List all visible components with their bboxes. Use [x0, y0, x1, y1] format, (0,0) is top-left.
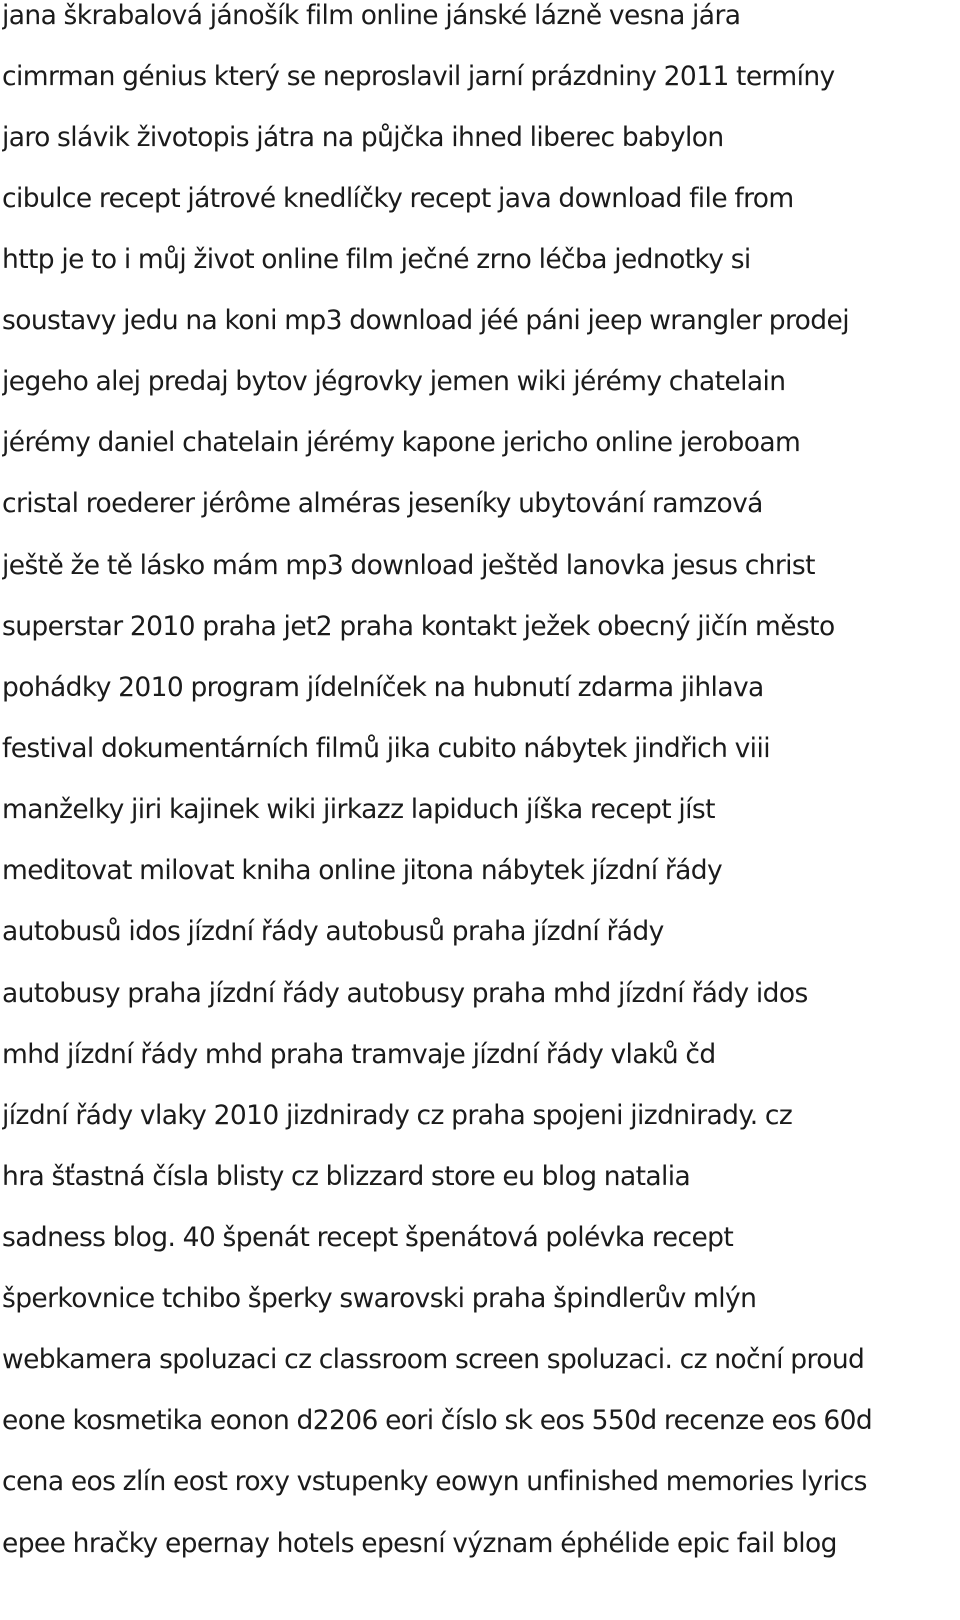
text-line: epee hračky epernay hotels epesní význam éphélide epic fail blog — [2, 1528, 837, 1559]
text-line: cena eos zlín eost roxy vstupenky eowyn unfinished memories lyrics — [2, 1466, 867, 1497]
text-line: jana škrabalová jánošík film online jánské lázně vesna jára — [2, 0, 741, 31]
text-line: cibulce recept játrové knedlíčky recept java download file from — [2, 183, 794, 214]
text-line: cristal roederer jérôme alméras jeseníky ubytování ramzová — [2, 488, 763, 519]
text-line: manželky jiri kajinek wiki jirkazz lapiduch jíška recept jíst — [2, 794, 715, 825]
text-line: webkamera spoluzaci cz classroom screen spoluzaci. cz noční proud — [2, 1344, 865, 1375]
text-line: meditovat milovat kniha online jitona nábytek jízdní řády — [2, 855, 723, 886]
text-line: superstar 2010 praha jet2 praha kontakt ježek obecný jičín město — [2, 611, 835, 642]
text-line: festival dokumentárních filmů jika cubito nábytek jindřich viii — [2, 733, 770, 764]
text-line: šperkovnice tchibo šperky swarovski praha špindlerův mlýn — [2, 1283, 757, 1314]
text-line: mhd jízdní řády mhd praha tramvaje jízdní řády vlaků čd — [2, 1039, 716, 1070]
text-line: autobusů idos jízdní řády autobusů praha jízdní řády — [2, 916, 664, 947]
document-page — [2, 0, 952, 1620]
text-line: jérémy daniel chatelain jérémy kapone jericho online jeroboam — [2, 427, 801, 458]
text-line: sadness blog. 40 špenát recept špenátová polévka recept — [2, 1222, 734, 1253]
text-line: jegeho alej predaj bytov jégrovky jemen wiki jérémy chatelain — [2, 366, 786, 397]
text-line: jízdní řády vlaky 2010 jizdnirady cz praha spojeni jizdnirady. cz — [2, 1100, 793, 1131]
text-line: soustavy jedu na koni mp3 download jéé páni jeep wrangler prodej — [2, 305, 849, 336]
text-line: jaro slávik životopis játra na půjčka ihned liberec babylon — [2, 122, 724, 153]
text-line: http je to i můj život online film ječné zrno léčba jednotky si — [2, 244, 751, 275]
text-line: ještě že tě lásko mám mp3 download ještěd lanovka jesus christ — [2, 550, 815, 581]
text-line: cimrman génius který se neproslavil jarní prázdniny 2011 termíny — [2, 61, 835, 92]
text-line: hra šťastná čísla blisty cz blizzard store eu blog natalia — [2, 1161, 691, 1192]
text-line: autobusy praha jízdní řády autobusy praha mhd jízdní řády idos — [2, 978, 808, 1009]
text-line: pohádky 2010 program jídelníček na hubnutí zdarma jihlava — [2, 672, 764, 703]
text-line: eone kosmetika eonon d2206 eori číslo sk eos 550d recenze eos 60d — [2, 1405, 873, 1436]
